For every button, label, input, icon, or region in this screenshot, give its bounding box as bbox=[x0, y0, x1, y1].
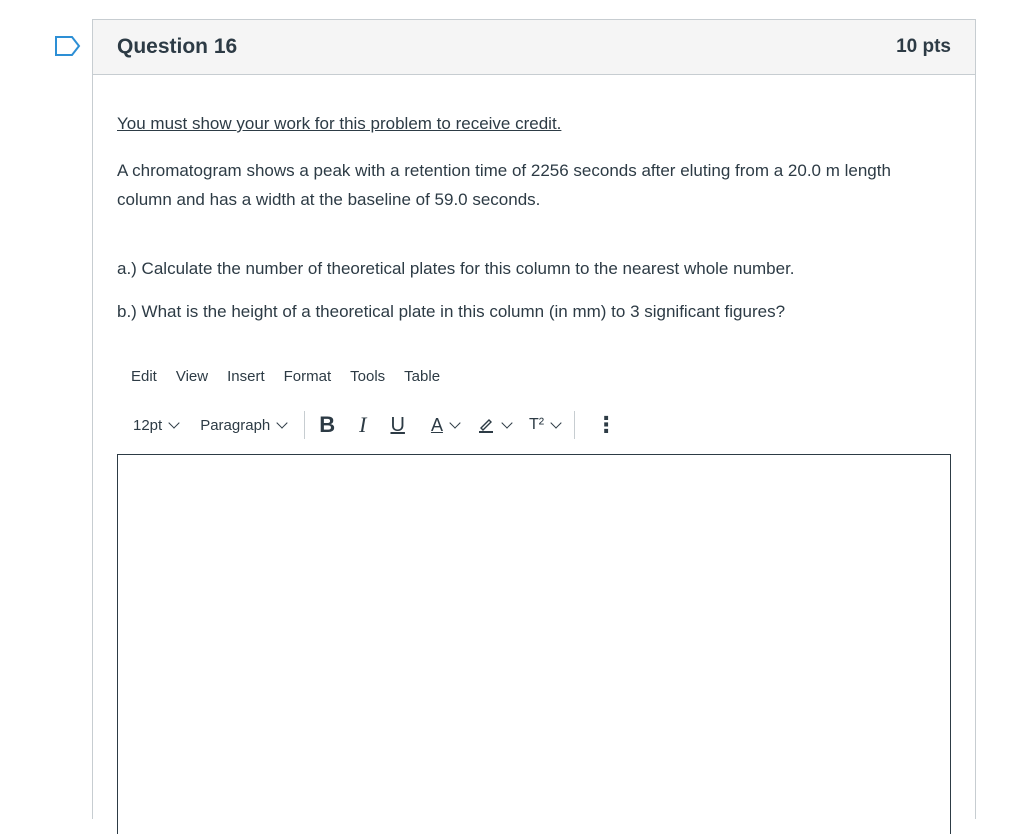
toolbar-divider bbox=[574, 411, 575, 439]
menu-edit[interactable]: Edit bbox=[131, 368, 157, 385]
chevron-down-icon bbox=[501, 417, 512, 428]
underline-button[interactable]: U bbox=[390, 413, 405, 436]
question-points: 10 pts bbox=[896, 36, 951, 57]
text-color-button[interactable] bbox=[431, 415, 459, 436]
block-format-value: Paragraph bbox=[200, 416, 271, 434]
editor-toolbar bbox=[133, 410, 617, 440]
chevron-down-icon bbox=[449, 417, 460, 428]
font-size-value: 12pt bbox=[133, 416, 163, 434]
italic-button[interactable]: I bbox=[359, 412, 367, 437]
text-color-label: A bbox=[430, 414, 443, 435]
question-card bbox=[92, 19, 976, 819]
toolbar-divider bbox=[304, 411, 305, 439]
highlighter-icon bbox=[477, 416, 495, 434]
menu-table[interactable]: Table bbox=[404, 368, 441, 385]
part-a-text: a.) Calculate the number of theoretical plates for this column to the nearest whole number. bbox=[117, 259, 795, 278]
problem-text: A chromatogram shows a peak with a retention time of 2256 seconds after eluting from a 20.0 m length column and has a width at the baseline of 59.0 seconds. bbox=[117, 161, 891, 209]
chevron-down-icon bbox=[550, 417, 561, 428]
highlight-color-button[interactable] bbox=[477, 416, 511, 434]
block-format-select[interactable] bbox=[200, 417, 286, 434]
more-options-button[interactable]: ⋮ bbox=[595, 412, 618, 437]
menu-insert[interactable]: Insert bbox=[227, 368, 265, 385]
superscript-button[interactable] bbox=[529, 416, 560, 434]
question-title: Question 16 bbox=[117, 35, 238, 58]
answer-text-area[interactable] bbox=[117, 454, 951, 834]
credit-note: You must show your work for this problem to receive credit. bbox=[117, 114, 562, 133]
chevron-down-icon bbox=[169, 417, 180, 428]
question-header bbox=[93, 20, 975, 75]
part-b-text: b.) What is the height of a theoretical plate in this column (in mm) to 3 significant figures? bbox=[117, 302, 786, 321]
menu-tools[interactable]: Tools bbox=[350, 368, 386, 385]
bold-button[interactable]: B bbox=[319, 412, 336, 437]
chevron-down-icon bbox=[277, 417, 288, 428]
editor-menubar bbox=[131, 368, 459, 385]
flag-question-icon[interactable] bbox=[54, 35, 82, 57]
superscript-label: T² bbox=[528, 416, 545, 433]
menu-view[interactable]: View bbox=[175, 368, 209, 385]
menu-format[interactable]: Format bbox=[283, 368, 332, 385]
font-size-select[interactable] bbox=[133, 417, 178, 434]
